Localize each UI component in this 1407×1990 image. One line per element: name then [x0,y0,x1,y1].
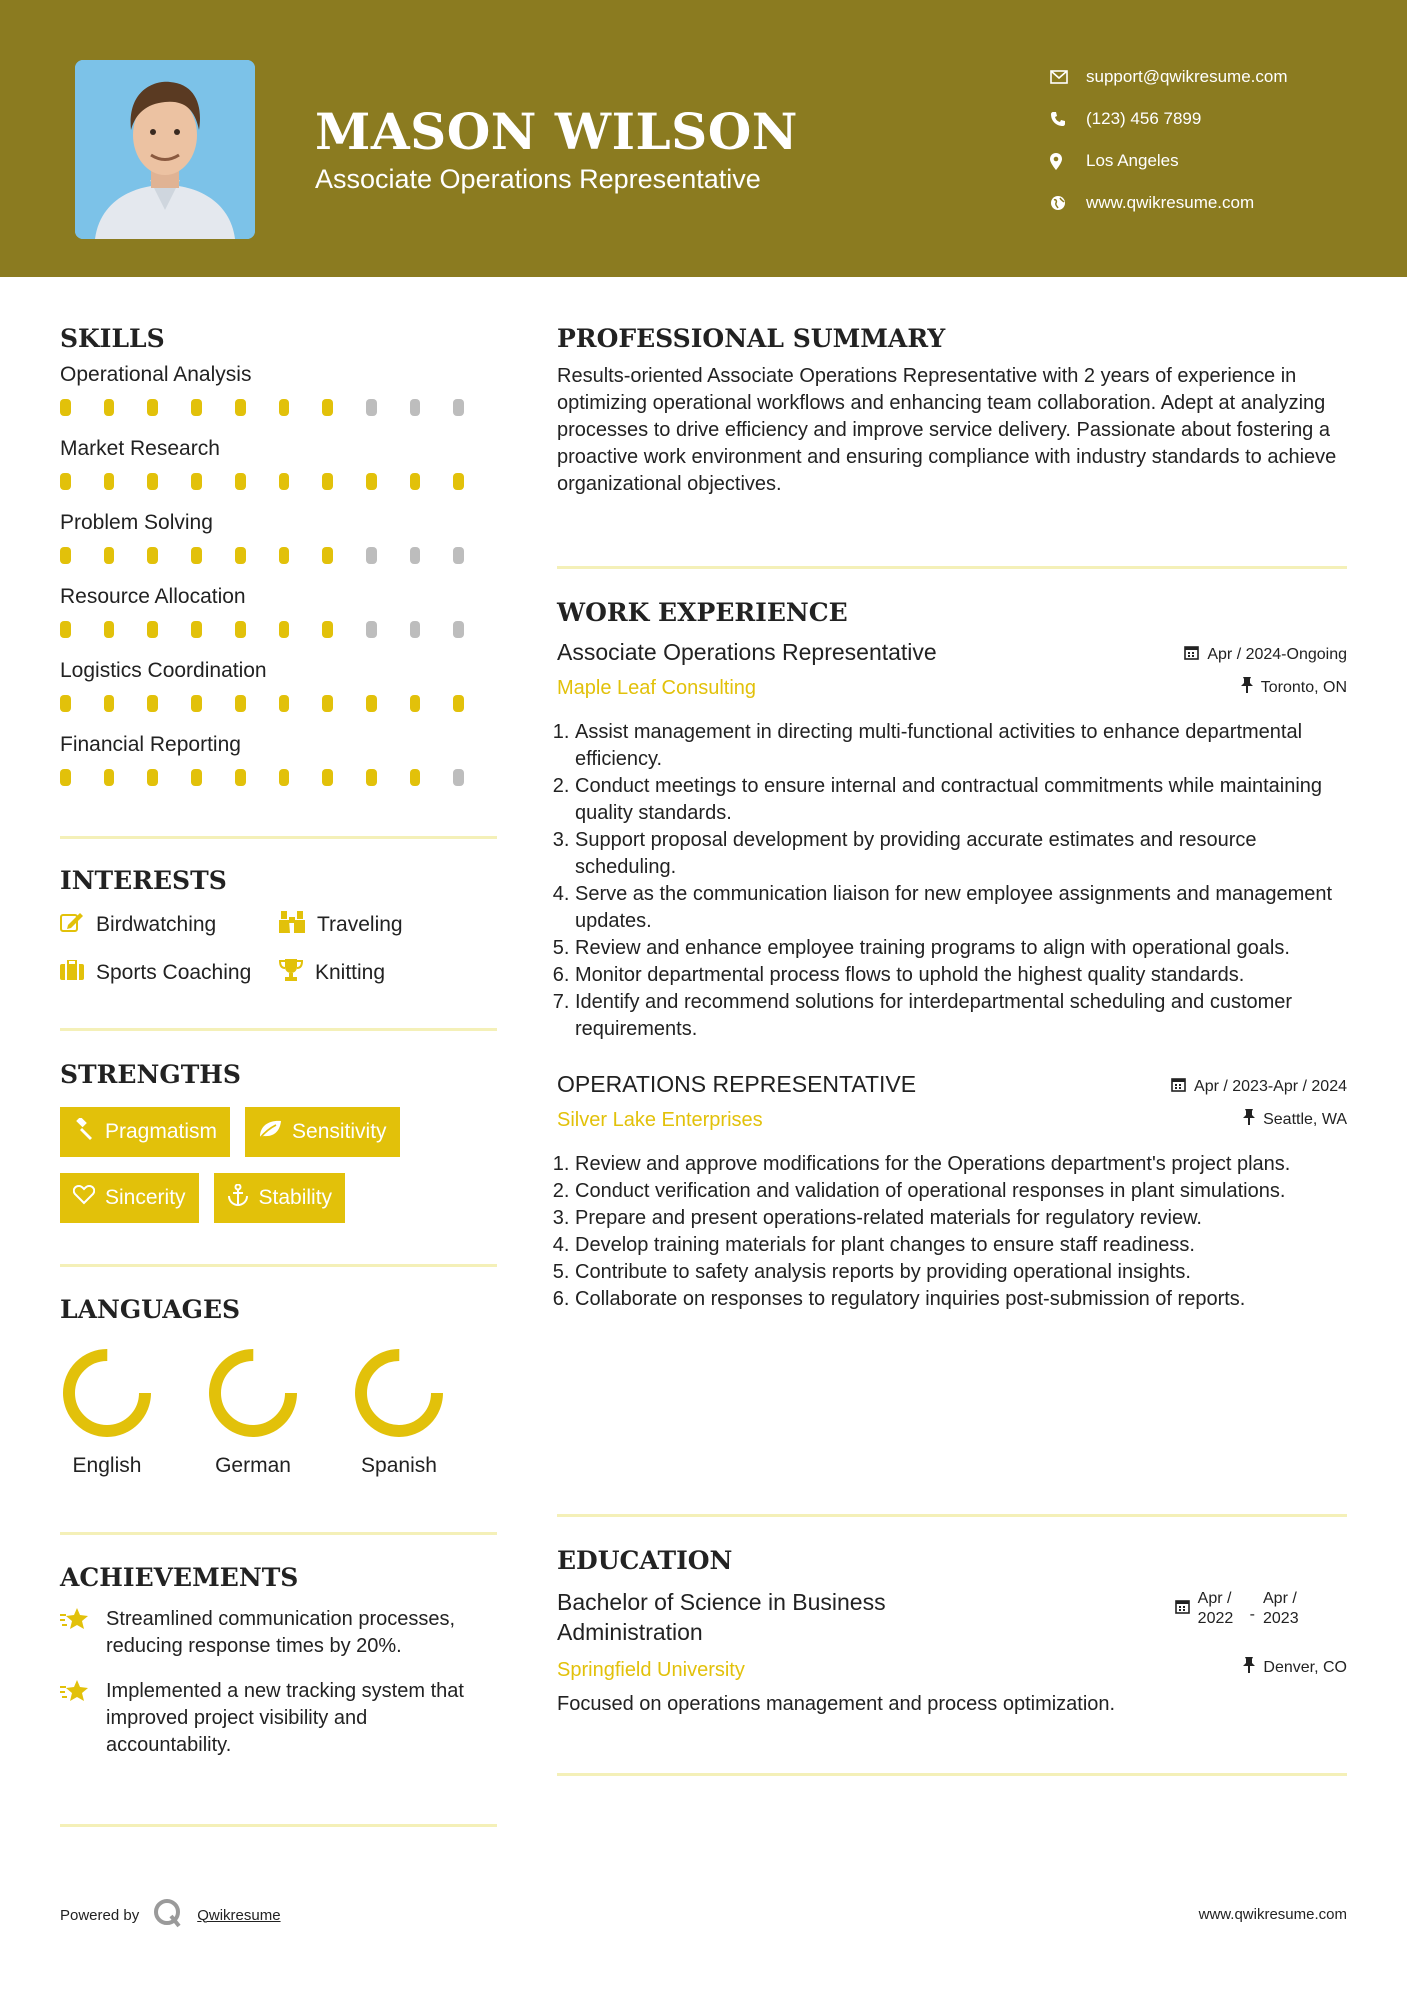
rating-dot [191,621,202,638]
rating-dot [191,769,202,786]
rating-dot [279,547,290,564]
education-section [557,1546,1347,1716]
strength-tag: Sincerity [60,1173,199,1223]
duty-item: 1. Review and approve modifications for the Operations department's project plans. [575,1151,1347,1178]
duty-item: 1. Assist management in directing multi-functional activities to enhance departmental efficiency. [575,719,1347,773]
rating-dot [366,547,377,564]
skill-item [60,437,497,511]
job-dates: Apr / 2023-Apr / 2024 [1171,1077,1347,1097]
rating-dot [235,769,246,786]
skills-heading: SKILLS [60,324,165,353]
interests-list [60,911,497,987]
language-proficiency-ring [352,1346,446,1440]
rating-dot [322,473,333,490]
rating-dot [366,695,377,712]
rating-dot [235,695,246,712]
strengths-list [60,1107,460,1223]
achievements-heading: ACHIEVEMENTS [60,1563,299,1592]
pushpin-icon [1243,1657,1255,1678]
rating-dot [322,695,333,712]
calendar-icon [1184,645,1199,665]
education-school: Springfield University [557,1659,745,1681]
skill-rating [60,399,497,437]
language-label: German [215,1454,291,1477]
rating-dot [279,621,290,638]
qwikresume-link[interactable]: Qwikresume [197,1906,281,1924]
skill-name: Financial Reporting [60,733,241,756]
rating-dot [410,547,421,564]
job-header [557,1071,1347,1135]
skill-name: Operational Analysis [60,363,252,386]
achievement-item: Streamlined communication processes, reducing response times by 20%. [60,1606,497,1660]
rating-dot [366,621,377,638]
proficiency-arc [69,1355,145,1431]
globe-icon [1050,195,1086,211]
duty-item: 5. Review and enhance employee training programs to align with operational goals. [575,935,1347,962]
summary-section [557,324,1347,498]
job-dates: Apr / 2024-Ongoing [1184,645,1347,665]
education-heading: EDUCATION [557,1546,733,1575]
rating-dot [191,399,202,416]
achievement-item: Implemented a new tracking system that improved project visibility and accountability. [60,1678,497,1759]
language-item [60,1346,154,1478]
pencil-square-icon [60,912,84,938]
language-item [352,1346,446,1478]
rating-dot [410,695,421,712]
duty-item: 4. Develop training materials for plant changes to ensure staff readiness. [575,1232,1347,1259]
contact-website[interactable]: www.qwikresume.com [1050,182,1288,224]
rating-dot [235,621,246,638]
duty-item: 6. Collaborate on responses to regulatory inquiries post-submission of reports. [575,1286,1347,1313]
skill-item [60,659,497,733]
skill-rating [60,695,497,733]
languages-heading: LANGUAGES [60,1295,241,1324]
rating-dot [104,399,115,416]
rating-dot [104,695,115,712]
job-duties [557,1151,1347,1313]
language-label: English [72,1454,142,1477]
rating-dot [453,621,464,638]
language-proficiency-ring [206,1346,300,1440]
briefcase-icon [60,960,84,986]
education-entry [557,1587,1347,1687]
contact-phone[interactable]: (123) 456 7899 [1050,98,1288,140]
rating-dot [147,769,158,786]
gavel-icon [73,1118,95,1146]
rating-dot [104,547,115,564]
education-dates: Apr / 2022 - Apr / 2023 [1175,1589,1307,1629]
rating-dot [104,473,115,490]
divider [60,836,497,839]
anchor-icon [227,1184,249,1212]
location-pin-icon [1050,153,1086,170]
rating-dot [410,769,421,786]
interest-item: Traveling [279,911,499,939]
rating-dot [322,399,333,416]
rating-dot [60,547,71,564]
rating-dot [366,473,377,490]
duty-item: 5. Contribute to safety analysis reports by providing operational insights. [575,1259,1347,1286]
leaf-icon [258,1119,282,1145]
contact-email[interactable]: support@qwikresume.com [1050,56,1288,98]
rating-dot [279,399,290,416]
trophy-icon [279,959,303,987]
footer-powered-by: Powered by Qwikresume [60,1898,281,1932]
languages-section [60,1295,497,1478]
skill-item [60,585,497,659]
rating-dot [279,769,290,786]
profile-photo [75,60,255,239]
education-location: Denver, CO [1243,1657,1347,1678]
skill-rating [60,547,497,585]
job-header [557,639,1347,703]
duty-item: 7. Identify and recommend solutions for interdepartmental scheduling and customer requirements. [575,989,1347,1043]
divider [557,1773,1347,1776]
achievements-list [60,1606,497,1759]
job-location: Seattle, WA [1243,1109,1347,1130]
language-label: Spanish [361,1454,437,1477]
skills-section [60,324,497,807]
interest-item: Birdwatching [60,911,279,939]
rating-dot [60,695,71,712]
summary-text: Results-oriented Associate Operations Representative with 2 years of experience in optimizing operational workflows and enhancing team collaboration. Adept at analyzing processes to drive efficiency and improve service delivery. Passionate about fostering a proactive work environment and ensuring compliance with industry standards to achieve organizational objectives. [557,365,1337,495]
job-company: Silver Lake Enterprises [557,1109,763,1131]
interests-heading: INTERESTS [60,866,227,895]
job-duties [557,719,1347,1043]
rating-dot [60,473,71,490]
rating-dot [279,473,290,490]
job-title: OPERATIONS REPRESENTATIVE [557,1071,917,1097]
divider [557,1514,1347,1517]
skill-item [60,511,497,585]
contact-list [1050,56,1288,224]
skill-rating [60,769,497,807]
strength-tag: Sensitivity [245,1107,400,1157]
pushpin-icon [1243,1109,1255,1130]
rating-dot [147,547,158,564]
calendar-icon [1171,1077,1186,1097]
strength-tag: Pragmatism [60,1107,230,1157]
envelope-icon [1050,70,1086,84]
summary-heading: PROFESSIONAL SUMMARY [557,324,946,353]
education-description: Focused on operations management and process optimization. [557,1693,1116,1715]
candidate-title: Associate Operations Representative [315,164,761,194]
education-degree: Bachelor of Science in Business Administration [557,1589,886,1645]
rating-dot [191,547,202,564]
contact-location: Los Angeles [1050,140,1288,182]
rating-dot [322,547,333,564]
skill-rating [60,621,497,659]
languages-list [60,1346,497,1478]
job-company: Maple Leaf Consulting [557,677,757,699]
duty-item: 2. Conduct meetings to ensure internal and contractual commitments while maintaining quality standards. [575,773,1347,827]
divider [60,1824,497,1827]
rating-dot [147,695,158,712]
star-medal-icon [60,1678,90,1759]
divider [60,1264,497,1267]
calendar-icon [1175,1599,1190,1619]
job-title: Associate Operations Representative [557,639,937,665]
rating-dot [410,621,421,638]
phone-icon [1050,111,1086,127]
rating-dot [60,621,71,638]
divider [557,566,1347,569]
skill-item [60,733,497,807]
star-medal-icon [60,1606,90,1660]
rating-dot [322,769,333,786]
skills-list [60,363,497,807]
strengths-section [60,1060,497,1223]
duty-item: 6. Monitor departmental process flows to uphold the highest quality standards. [575,962,1347,989]
rating-dot [235,473,246,490]
divider [60,1028,497,1031]
divider [60,1532,497,1535]
heart-icon [73,1185,95,1211]
job-location: Toronto, ON [1241,677,1347,698]
experience-section [557,598,1347,1313]
rating-dot [453,399,464,416]
skill-name: Resource Allocation [60,585,246,608]
rating-dot [410,473,421,490]
rating-dot [104,621,115,638]
skill-name: Logistics Coordination [60,659,267,682]
rating-dot [366,399,377,416]
rating-dot [104,769,115,786]
candidate-name: MASON WILSON [315,102,798,161]
rating-dot [60,769,71,786]
achievements-section [60,1563,497,1777]
strengths-heading: STRENGTHS [60,1060,241,1089]
qwikresume-logo-icon [153,1898,183,1932]
rating-dot [235,399,246,416]
rating-dot [279,695,290,712]
binoculars-icon [279,911,305,939]
rating-dot [60,399,71,416]
rating-dot [453,695,464,712]
rating-dot [147,399,158,416]
proficiency-arc [361,1355,437,1431]
rating-dot [147,621,158,638]
language-proficiency-ring [60,1346,154,1440]
footer-url[interactable]: www.qwikresume.com [1198,1906,1347,1923]
experience-heading: WORK EXPERIENCE [557,598,848,627]
strength-tag: Stability [214,1173,346,1223]
proficiency-arc [215,1355,291,1431]
pushpin-icon [1241,677,1253,698]
language-item [206,1346,300,1478]
rating-dot [453,547,464,564]
rating-dot [366,769,377,786]
resume-header [0,0,1407,277]
skill-name: Problem Solving [60,511,213,534]
skill-name: Market Research [60,437,220,460]
rating-dot [322,621,333,638]
interest-item: Sports Coaching [60,959,279,987]
skill-item [60,363,497,437]
rating-dot [147,473,158,490]
skill-rating [60,473,497,511]
duty-item: 3. Prepare and present operations-related materials for regulatory review. [575,1205,1347,1232]
rating-dot [453,473,464,490]
duty-item: 3. Support proposal development by providing accurate estimates and resource scheduling. [575,827,1347,881]
interest-item: Knitting [279,959,499,987]
duty-item: 2. Conduct verification and validation of operational responses in plant simulations. [575,1178,1347,1205]
duty-item: 4. Serve as the communication liaison for new employee assignments and management updates. [575,881,1347,935]
rating-dot [410,399,421,416]
rating-dot [191,695,202,712]
rating-dot [191,473,202,490]
interests-section [60,866,497,987]
rating-dot [453,769,464,786]
rating-dot [235,547,246,564]
